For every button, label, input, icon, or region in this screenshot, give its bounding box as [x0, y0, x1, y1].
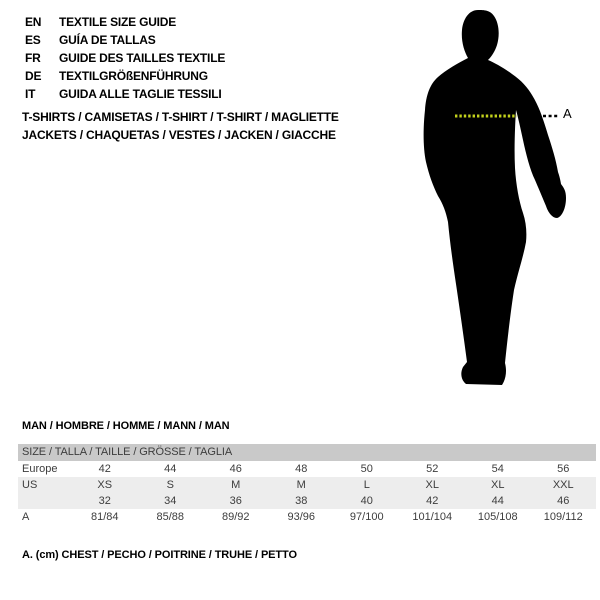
man-silhouette-svg — [380, 0, 600, 420]
language-row — [25, 31, 225, 49]
section-title-man: MAN / HOMBRE / HOMME / MANN / MAN — [22, 420, 230, 432]
size-cell: 44 — [164, 463, 177, 475]
table-row — [18, 493, 596, 509]
measurement-footnote: A. (cm) CHEST / PECHO / POITRINE / TRUHE / PETTO — [22, 549, 297, 561]
language-label: TEXTILE SIZE GUIDE — [59, 15, 177, 29]
size-cell: 105/108 — [477, 511, 518, 523]
language-label: GUIDE DES TAILLES TEXTILE — [59, 51, 226, 65]
row-label: Europe — [22, 463, 58, 475]
measure-marker-label: A — [563, 106, 572, 121]
size-cell: 36 — [229, 495, 242, 507]
man-silhouette-figure — [380, 0, 600, 420]
size-cell: 40 — [360, 495, 373, 507]
language-code: ES — [25, 33, 41, 47]
man-silhouette — [424, 10, 566, 385]
language-row — [25, 67, 225, 85]
size-cell: 42 — [426, 495, 439, 507]
table-row — [18, 461, 596, 477]
language-row — [25, 85, 225, 103]
category-line-tshirts: T-SHIRTS / CAMISETAS / T-SHIRT / T-SHIRT / MAGLIETTE — [22, 110, 339, 124]
table-row — [18, 477, 596, 493]
size-cell: 54 — [491, 463, 504, 475]
size-cell: 97/100 — [349, 511, 384, 523]
size-cell: L — [363, 479, 370, 491]
language-row — [25, 13, 225, 31]
size-cell: 101/104 — [412, 511, 453, 523]
size-cell: 109/112 — [543, 511, 583, 523]
size-table-header: SIZE / TALLA / TAILLE / GRÖSSE / TAGLIA — [18, 444, 596, 461]
size-cell: 34 — [164, 495, 177, 507]
row-label: US — [22, 479, 38, 491]
size-cell: S — [166, 479, 174, 491]
size-cell: M — [296, 479, 306, 491]
size-cell: 52 — [426, 463, 439, 475]
size-cell: 46 — [557, 495, 570, 507]
language-code: IT — [25, 87, 36, 101]
category-line-jackets: JACKETS / CHAQUETAS / VESTES / JACKEN / GIACCHE — [22, 128, 336, 142]
language-list — [25, 13, 225, 103]
language-code: DE — [25, 69, 42, 83]
language-label: GUIDA ALLE TAGLIE TESSILI — [59, 87, 222, 101]
size-cell: 81/84 — [90, 511, 119, 523]
size-cell: 46 — [229, 463, 242, 475]
size-cell: 44 — [491, 495, 504, 507]
size-cell: 48 — [295, 463, 308, 475]
size-cell: 32 — [98, 495, 111, 507]
size-cell: XS — [97, 479, 113, 491]
size-cell: 38 — [295, 495, 308, 507]
language-code: FR — [25, 51, 41, 65]
table-row — [18, 509, 596, 525]
language-label: TEXTILGRÖßENFÜHRUNG — [59, 69, 208, 83]
size-cell: 89/92 — [221, 511, 250, 523]
category-heading — [22, 108, 339, 144]
size-cell: 93/96 — [287, 511, 316, 523]
size-table — [18, 444, 596, 525]
size-cell: XXL — [552, 479, 574, 491]
size-cell: 50 — [360, 463, 373, 475]
row-label — [18, 493, 72, 509]
language-row — [25, 49, 225, 67]
size-cell: M — [231, 479, 241, 491]
row-label: A — [22, 511, 30, 523]
size-cell: XL — [491, 479, 505, 491]
size-cell: 56 — [557, 463, 570, 475]
size-cell: 42 — [98, 463, 111, 475]
size-table-body — [18, 461, 596, 525]
size-cell: XL — [425, 479, 439, 491]
language-code: EN — [25, 15, 42, 29]
size-cell: 85/88 — [156, 511, 185, 523]
language-label: GUÍA DE TALLAS — [59, 33, 156, 47]
